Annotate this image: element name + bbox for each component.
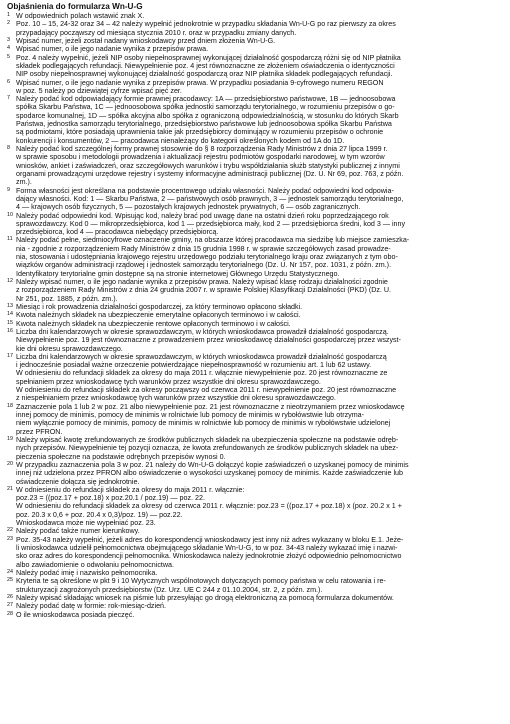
footnote-item: [7, 353, 504, 403]
footnote-item: [7, 594, 504, 602]
footnote-item: [7, 311, 504, 319]
footnote-number: 17: [7, 352, 13, 359]
footnote-number: 1: [7, 12, 10, 18]
footnote-line: Należy podać datę w formie: rok-miesiąc-dzień.: [16, 602, 167, 611]
footnote-line: w poz. 5 należy po dziewiątej cyfrze wpisać pięć zer.: [16, 86, 182, 95]
footnote-line: konkurencji i konsumentów, 2 — pracodawca nienależący do kategorii określonych kodem od 1A do 1D.: [16, 136, 345, 145]
footnote-line: kie dni okresu sprawozdawczego.: [16, 344, 123, 353]
footnote-line: przypadający począwszy od miesiąca stycznia 2010 r. oraz w przypadku zmiany danych.: [16, 28, 297, 37]
footnote-line: przedsiębiorca, kod 4 — pracodawca niebędący przedsiębiorcą.: [16, 228, 219, 237]
footnote-text: [16, 328, 504, 353]
footnote-line: Poz. 4 należy wypełnić, jeżeli NIP osoby niepełnosprawnej wykonującej działalność gospodarczą różni się od NIP płatnika: [16, 53, 401, 62]
footnote-line: pieczenia społeczne na podstawie odrębnych przepisów wynosi 0.: [16, 452, 226, 461]
footnote-line: strukturyzacji zagrożonych przedsiębiorstw (Dz. Urz. UE C 244 z 01.10.2004, str. 2, z późn. zm.).: [16, 585, 323, 594]
footnote-number: 23: [7, 535, 13, 542]
footnote-text: [16, 611, 504, 619]
footnote-number: 19: [7, 435, 13, 442]
footnote-item: [7, 602, 504, 610]
footnote-number: 5: [7, 53, 10, 60]
footnote-line: dający własności. Kod: 1 — Skarbu Państwa, 2 — państwowych osób prawnych, 3 — jednostek samorządu terytorialnego,: [16, 194, 404, 203]
footnote-line: wniosków, ankiet i zaświadczeń, oraz szczegółowych warunków i trybu współdziałania służb statystyki publicznej z innymi: [16, 161, 400, 170]
footnote-line: sko oraz adres do korespondencji pełnomocnika. Wnioskodawca należy jednokrotnie złożyć odpowiednio pełnomocnictwo: [16, 552, 402, 561]
footnote-item: [7, 461, 504, 486]
footnote-text: [16, 436, 504, 461]
footnote-line: W odniesieniu do refundacji składek za okresy do maja 2011 r. włącznie:: [16, 485, 245, 494]
footnote-number: 18: [7, 402, 13, 409]
footnote-line: Kwota należnych składek na ubezpieczenie emerytalne opłaconych terminowo i w całości.: [16, 311, 301, 320]
footnote-number: 25: [7, 577, 13, 584]
footnote-item: [7, 611, 504, 619]
footnote-line: Poz. 35-43 należy wypełnić, jeżeli adres do korespondencji wnioskodawcy jest inny niż adres wykazany w bloku E.1. Jeże-: [16, 535, 404, 544]
footnote-line: z rozporządzeniem Rady Ministrów z dnia 24 grudnia 2007 r. w sprawie Polskiej Klasyfikacji Działalności (PKD) (Dz. U.: [16, 286, 392, 295]
footnote-line: Należy podać odpowiedni kod. Wpisując kod, należy brać pod uwagę dane na ostatni dzień roku poprzedzającego rok: [16, 211, 389, 220]
footnote-number: 9: [7, 186, 10, 193]
footnote-line: organami prowadzącymi urzędowe rejestry i systemy informacyjne administracji publicznej (Dz. U. Nr 69, poz. 763, z późn.: [16, 169, 404, 178]
footnote-item: [7, 236, 504, 278]
footnote-text: [16, 536, 504, 569]
footnote-line: spodarce komunalnej, 1D — spółka akcyjna albo spółka z ograniczoną odpowiedzialnością, w stosunku do których Skarb: [16, 111, 399, 120]
footnote-line: w sprawie sposobu i metodologii prowadzenia i aktualizacji rejestru podmiotów gospodarki narodowej, w tym wzorów: [16, 153, 385, 162]
footnote-item: [7, 569, 504, 577]
footnote-line: Należy podać imię i nazwisko pełnomocnika.: [16, 568, 158, 577]
footnote-item: [7, 278, 504, 303]
footnote-line: spełnianiem przez wnioskodawcę tych warunków przez wszystkie dni okresu sprawozdawczego.: [16, 377, 321, 386]
footnote-line: O ile wnioskodawca posiada pieczęć.: [16, 610, 135, 619]
footnote-text: [16, 303, 504, 311]
footnote-text: [16, 54, 504, 79]
footnote-line: albo zawiadomienie o odwołaniu pełnomocnictwa.: [16, 560, 174, 569]
footnote-item: [7, 45, 504, 53]
footnote-item: [7, 212, 504, 237]
footnote-number: 16: [7, 327, 13, 334]
footnote-line: Identyfikatory terytorialne gmin dostępne są na stronie internetowej Głównego Urzędu Statystycznego.: [16, 269, 340, 278]
footnote-item: [7, 328, 504, 353]
footnote-number: 10: [7, 211, 13, 218]
footnote-item: [7, 95, 504, 145]
footnote-item: [7, 303, 504, 311]
footnote-line: Kwota należnych składek na ubezpieczenie rentowe opłaconych terminowo i w całości.: [16, 319, 291, 328]
footnote-line: innej pomocy de minimis, pomocy de minimis w rolnictwie lub pomocy de minimis w rybołówstwie lub otrzyma-: [16, 411, 365, 419]
footnote-line: nych przepisów. Niewypełnienie tej pozycji oznacza, że kwota zrefundowanych ze środków publicznych składek na ubez-: [16, 444, 399, 453]
footnote-line: Należy podać także numer kierunkowy.: [16, 527, 140, 536]
footnote-text: [16, 145, 504, 187]
footnote-line: W przypadku zaznaczenia pola 3 w poz. 21 należy do Wn-U-G dołączyć kopie zaświadczeń o uzyskanej pomocy de minimis: [16, 460, 409, 469]
footnote-number: 12: [7, 278, 13, 284]
footnote-line: 4 — krajowych osób fizycznych, 5 — pozostałych krajowych jednostek prywatnych, 6 — osób zagranicznych.: [16, 203, 361, 212]
footnote-text: [16, 236, 504, 278]
footnote-number: 3: [7, 36, 10, 43]
footnote-text: [16, 602, 504, 610]
footnote-line: li wnioskodawca udzielił pełnomocnictwa obejmującego składanie Wn-U-G, to w poz. 34-43 należy wykazać imię i nazwi-: [16, 544, 398, 552]
footnote-line: Nr 251, poz. 1885, z późn. zm.).: [16, 294, 118, 303]
footnote-text: [16, 45, 504, 53]
footnote-text: [16, 577, 504, 594]
footnote-line: Wpisać numer, o ile jego nadanie wynika z przepisów prawa.: [16, 45, 209, 54]
footnote-line: Wpisać numer, jeżeli został nadany wnioskodawcy przed dniem złożenia Wn-U-G.: [16, 36, 276, 45]
footnote-item: [7, 54, 504, 79]
footnote-item: [7, 436, 504, 461]
footnote-line: W odniesieniu do refundacji składek za okresy począwszy od czerwca 2011 r. niewypełnienie poz. 20 jest równoznaczne: [16, 386, 397, 395]
footnote-item: [7, 145, 504, 187]
footnote-text: [16, 594, 504, 602]
footnote-text: [16, 486, 504, 528]
footnote-line: Kryteria te są określone w pkt 9 i 10 Wytycznych wspólnotowych dotyczących pomocy państwa w celu ratowania i re-: [16, 577, 386, 586]
notes-list: [7, 12, 504, 619]
footnote-line: NIP osoby niepełnosprawnej wykonującej działalność gospodarczą oraz NIP płatnika składek podlegających refundacji.: [16, 70, 393, 79]
footnote-text: [16, 278, 504, 303]
footnote-item: [7, 527, 504, 535]
footnote-line: poz. 20.3 x 0,6 + poz. 20.4 x 0,3)/poz. 19) — poz.22.: [16, 510, 183, 519]
footnote-text: [16, 12, 504, 20]
footnote-line: W odpowiednich polach wstawić znak X.: [16, 12, 145, 20]
footnote-text: [16, 79, 504, 96]
footnote-line: Wnioskodawca może nie wypełniać poz. 23.: [16, 519, 156, 528]
footnote-line: spółka Skarbu Państwa, 1C — jednoosobowa spółka jednostki samorządu terytorialnego, w rozumieniu przepisów o go-: [16, 103, 395, 112]
footnote-line: innej niż udzielona przez PFRON albo oświadczenie o wysokości uzyskanej pomocy de minimis. Każde zaświadczenie lub: [16, 469, 403, 478]
footnote-line: z niespełnianiem przez wnioskodawcę tych warunków przez wszystkie dni okresu sprawozdawczego.: [16, 394, 336, 403]
footnote-number: 22: [7, 527, 13, 534]
page-title: Objaśnienia do formularza Wn-U-G: [7, 2, 143, 11]
footnote-line: nia - zgodnie z rozporządzeniem Rady Ministrów z dnia 15 grudnia 1998 r. w sprawie szczegółowych zasad prowadze-: [16, 244, 391, 253]
footnote-item: [7, 577, 504, 594]
footnote-line: Wpisać numer, o ile jego nadanie wynika z przepisów prawa. W przypadku posiadania 9-cyfrowego numeru REGON: [16, 78, 384, 87]
footnote-line: Państwa, jednostka samorządu terytorialnego, przedsiębiorstwo państwowe lub jednoosobowa spółka Skarbu Państwa: [16, 120, 392, 129]
footnote-number: 26: [7, 593, 13, 600]
footnote-line: składek podlegających refundacji. Niewypełnienie poz. 4 jest równoznaczne ze złożeniem oświadczenia o identyczności: [16, 61, 395, 70]
footnote-item: [7, 536, 504, 569]
footnote-number: 8: [7, 145, 10, 151]
footnote-text: [16, 569, 504, 577]
footnote-text: [16, 311, 504, 319]
footnote-item: [7, 320, 504, 328]
footnote-line: Liczba dni kalendarzowych w okresie sprawozdawczym, w których wnioskodawca prowadził działalność gospodarczą: [16, 352, 387, 361]
footnote-number: 15: [7, 319, 13, 326]
footnote-line: wiązków organów administracji rządowej i jednostek samorządu terytorialnego (Dz. U. Nr 157, poz. 1031, z późn. zm.).: [16, 261, 392, 270]
footnote-number: 11: [7, 236, 13, 243]
footnote-number: 13: [7, 302, 13, 309]
footnote-line: oświadczenie dołącza się jednokrotnie.: [16, 477, 140, 486]
footnote-number: 7: [7, 95, 10, 102]
footnote-line: niem wyłącznie pomocy de minimis, pomocy de minimis w rolnictwie lub pomocy de minimis w rybołówstwie udzielonej: [16, 419, 391, 428]
footnote-line: Poz. 10 – 15, 24-32 oraz 34 – 42 należy wypełnić jednokrotnie w przypadku składania Wn-U-G po raz pierwszy za okres: [16, 20, 396, 29]
footnote-line: i jednocześnie posiadał ważne orzeczenie potwierdzające niepełnosprawność w rozumieniu art. 1 lub 62 ustawy.: [16, 361, 372, 370]
footnote-number: 6: [7, 78, 10, 85]
footnote-number: 2: [7, 20, 10, 27]
footnote-line: poz.23 = ((poz.17 + poz.18) x poz.20.1 / poz.19) — poz. 22.: [16, 494, 205, 503]
footnote-number: 14: [7, 311, 13, 318]
footnote-line: Liczba dni kalendarzowych w okresie sprawozdawczym, w których wnioskodawca prowadził działalność gospodarczą.: [16, 327, 389, 336]
footnote-line: Zaznaczenie pola 1 lub 2 w poz. 21 albo niewypełnienie poz. 21 jest równoznaczne z nieotrzymaniem przez wnioskodawcę: [16, 402, 405, 411]
footnote-line: Należy wpisać numer, o ile jego nadanie wynika z przepisów prawa. Należy wpisać klasę rodzaju działalności zgodnie: [16, 278, 388, 286]
footnote-line: Forma własności jest określana na podstawie procentowego udziału własności. Należy podać odpowiedni kod odpowia-: [16, 186, 394, 195]
footnote-text: [16, 20, 504, 37]
footnote-line: Niewypełnienie poz. 19 jest równoznaczne z prowadzeniem przez wnioskodawcę działalności gospodarczej przez wszyst-: [16, 336, 401, 345]
footnote-line: Miesiąc i rok prowadzenia działalności gospodarczej, za który terminowo opłacono składki.: [16, 302, 303, 311]
footnote-line: W odniesieniu do refundacji składek za okresy do maja 2011 r. włącznie niewypełnienie poz. 20 jest równoznaczne ze: [16, 369, 388, 378]
footnote-item: [7, 187, 504, 212]
footnote-item: [7, 403, 504, 436]
footnote-text: [16, 403, 504, 436]
footnote-line: sprawozdawczy. Kod 0 — mikroprzedsiębiorca, kod 1 — przedsiębiorca mały, kod 2 — przedsiębiorca średni, kod 3 — inny: [16, 219, 406, 228]
footnote-line: Należy podać kod odpowiadający formie prawnej pracodawcy: 1A — przedsiębiorstwo państwowe, 1B — jednoosobowa: [16, 95, 396, 104]
footnote-text: [16, 187, 504, 212]
footnote-line: Należy wpisać składając wniosek na piśmie lub przesyłając go drogą elektroniczną za pomocą formularza dokumentów.: [16, 593, 394, 602]
footnote-number: 4: [7, 45, 10, 52]
footnote-line: przez PFRON.: [16, 427, 63, 436]
footnote-line: zm.).: [16, 178, 32, 187]
footnote-item: [7, 12, 504, 20]
footnote-item: [7, 486, 504, 528]
footnote-text: [16, 95, 504, 145]
footnote-line: W odniesieniu do refundacji składek za okresy od czerwca 2011 r. włącznie: poz.23 = ((poz.17 + poz.18) x (poz. 20.2 x 1 +: [16, 502, 402, 511]
footnote-text: [16, 212, 504, 237]
footnote-line: nia, stosowania i udostępniania krajowego rejestru urzędowego podziału terytorialnego kraju oraz związanych z tym obo-: [16, 253, 398, 262]
footnote-number: 21: [7, 485, 13, 492]
footnote-line: są podmiotami, które posiadają uprawnienia takie jak przedsiębiorcy dominujący w rozumieniu przepisów o ochronie: [16, 128, 384, 137]
footnote-number: 24: [7, 568, 13, 575]
footnote-text: [16, 461, 504, 486]
footnote-text: [16, 353, 504, 403]
footnote-text: [16, 320, 504, 328]
footnote-number: 20: [7, 460, 13, 467]
footnote-number: 28: [7, 610, 13, 617]
footnote-line: Należy wpisać kwotę zrefundowanych ze środków publicznych składek na ubezpieczenia społeczne na podstawie odręb-: [16, 435, 399, 444]
footnote-text: [16, 527, 504, 535]
footnote-line: Należy podać pełne, siedmiocyfrowe oznaczenie gminy, na obszarze której pracodawca ma siedzibę lub miejsce zamieszka-: [16, 236, 410, 245]
footnote-item: [7, 20, 504, 37]
footnote-line: Należy podać kod szczególnej formy prawnej stosownie do § 8 rozporządzenia Rady Ministrów z dnia 27 lipca 1999 r.: [16, 145, 388, 153]
footnote-number: 27: [7, 602, 13, 609]
footnote-item: [7, 37, 504, 45]
footnote-text: [16, 37, 504, 45]
footnote-item: [7, 79, 504, 96]
